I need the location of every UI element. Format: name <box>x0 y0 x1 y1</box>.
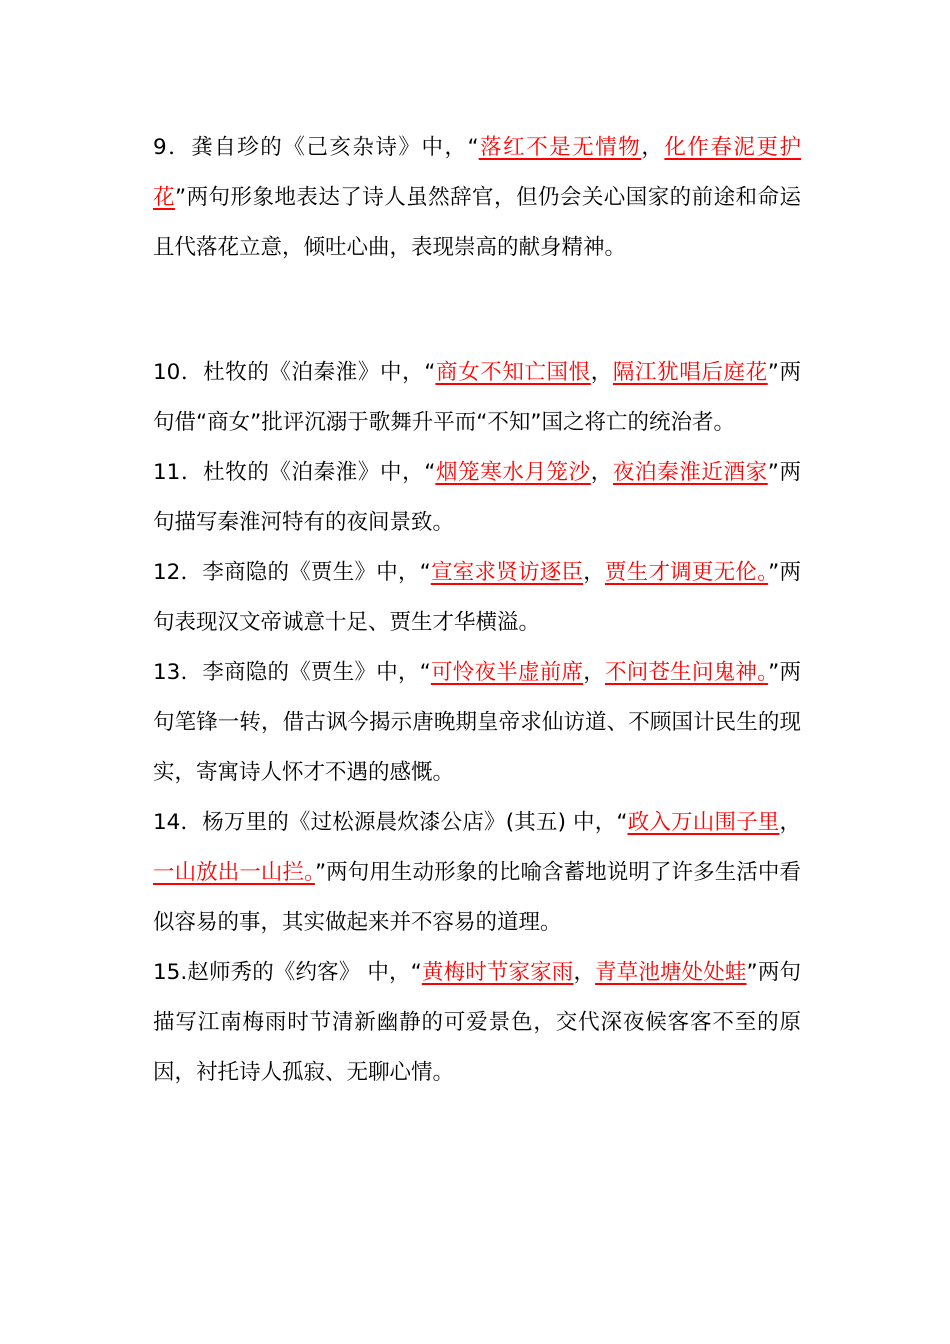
question-item-12 <box>153 548 801 648</box>
question-prefix: 12．李商隐的《贾生》中，“ <box>153 560 431 585</box>
question-suffix: ”两句形象地表达了诗人虽然辞官，但仍会关心国家的前途和命运且代落花立意，倾吐心曲，表现崇高的献身精神。 <box>153 185 801 260</box>
answer-line-1: 商女不知亡国恨 <box>435 360 591 385</box>
question-item-11 <box>153 448 801 548</box>
question-item-15 <box>153 948 801 1098</box>
question-suffix: ”两句描写秦淮河特有的夜间景致。 <box>153 460 801 535</box>
question-suffix: ”两句表现汉文帝诚意十足、贾生才华横溢。 <box>153 560 801 635</box>
answer-line-1: 政入万山围子里 <box>627 810 780 835</box>
answer-line-1: 黄梅时节家家雨 <box>421 960 574 985</box>
answer-line-1: 可怜夜半虚前席 <box>430 660 584 685</box>
question-suffix: ”两句描写江南梅雨时节清新幽静的可爱景色，交代深夜候客客不至的原因，衬托诗人孤寂、无聊心情。 <box>153 960 801 1085</box>
question-item-13 <box>153 648 801 798</box>
question-prefix: 13．李商隐的《贾生》中，“ <box>153 660 431 685</box>
answer-line-2: 青草池塘处处蛙 <box>595 960 747 985</box>
answer-separator: ， <box>779 810 801 835</box>
paragraph-gap <box>153 273 801 348</box>
question-item-14 <box>153 798 801 948</box>
answer-line-2: 不问苍生问鬼神。 <box>604 660 769 685</box>
answer-line-2: 贾生才调更无伦。 <box>604 560 769 585</box>
answer-line-2: 隔江犹唱后庭花 <box>612 360 768 385</box>
question-prefix: 11．杜牧的《泊秦淮》中，“ <box>153 460 436 485</box>
document-page <box>153 123 801 1098</box>
answer-line-2: 化作春泥更护花 <box>153 135 801 210</box>
question-prefix: 9．龚自珍的《己亥杂诗》中，“ <box>153 135 479 160</box>
answer-separator: ， <box>583 660 605 685</box>
answer-line-2: 夜泊秦淮近酒家 <box>612 460 768 485</box>
answer-separator: ， <box>573 960 596 985</box>
answer-line-2: 一山放出一山拦。 <box>153 860 315 885</box>
question-item-10 <box>153 348 801 448</box>
answer-separator: ， <box>641 135 665 160</box>
answer-separator: ， <box>583 560 605 585</box>
answer-separator: ， <box>590 360 613 385</box>
question-suffix: ”两句笔锋一转，借古讽今揭示唐晚期皇帝求仙访道、不顾国计民生的现实，寄寓诗人怀才不遇的感慨。 <box>153 660 801 785</box>
answer-line-1: 宣室求贤访逐臣 <box>430 560 584 585</box>
question-suffix: ”两句用生动形象的比喻含蓄地说明了许多生活中看似容易的事，其实做起来并不容易的道理。 <box>153 860 801 935</box>
answer-separator: ， <box>590 460 613 485</box>
answer-line-1: 落红不是无情物 <box>478 135 642 160</box>
question-item-9 <box>153 123 801 273</box>
question-prefix: 10．杜牧的《泊秦淮》中，“ <box>153 360 436 385</box>
answer-line-1: 烟笼寒水月笼沙 <box>435 460 591 485</box>
question-suffix: ”两句借“商女”批评沉溺于歌舞升平而“不知”国之将亡的统治者。 <box>153 360 801 435</box>
question-prefix: 14．杨万里的《过松源晨炊漆公店》(其五) 中，“ <box>153 810 628 835</box>
question-prefix: 15.赵师秀的《约客》 中，“ <box>153 960 422 985</box>
